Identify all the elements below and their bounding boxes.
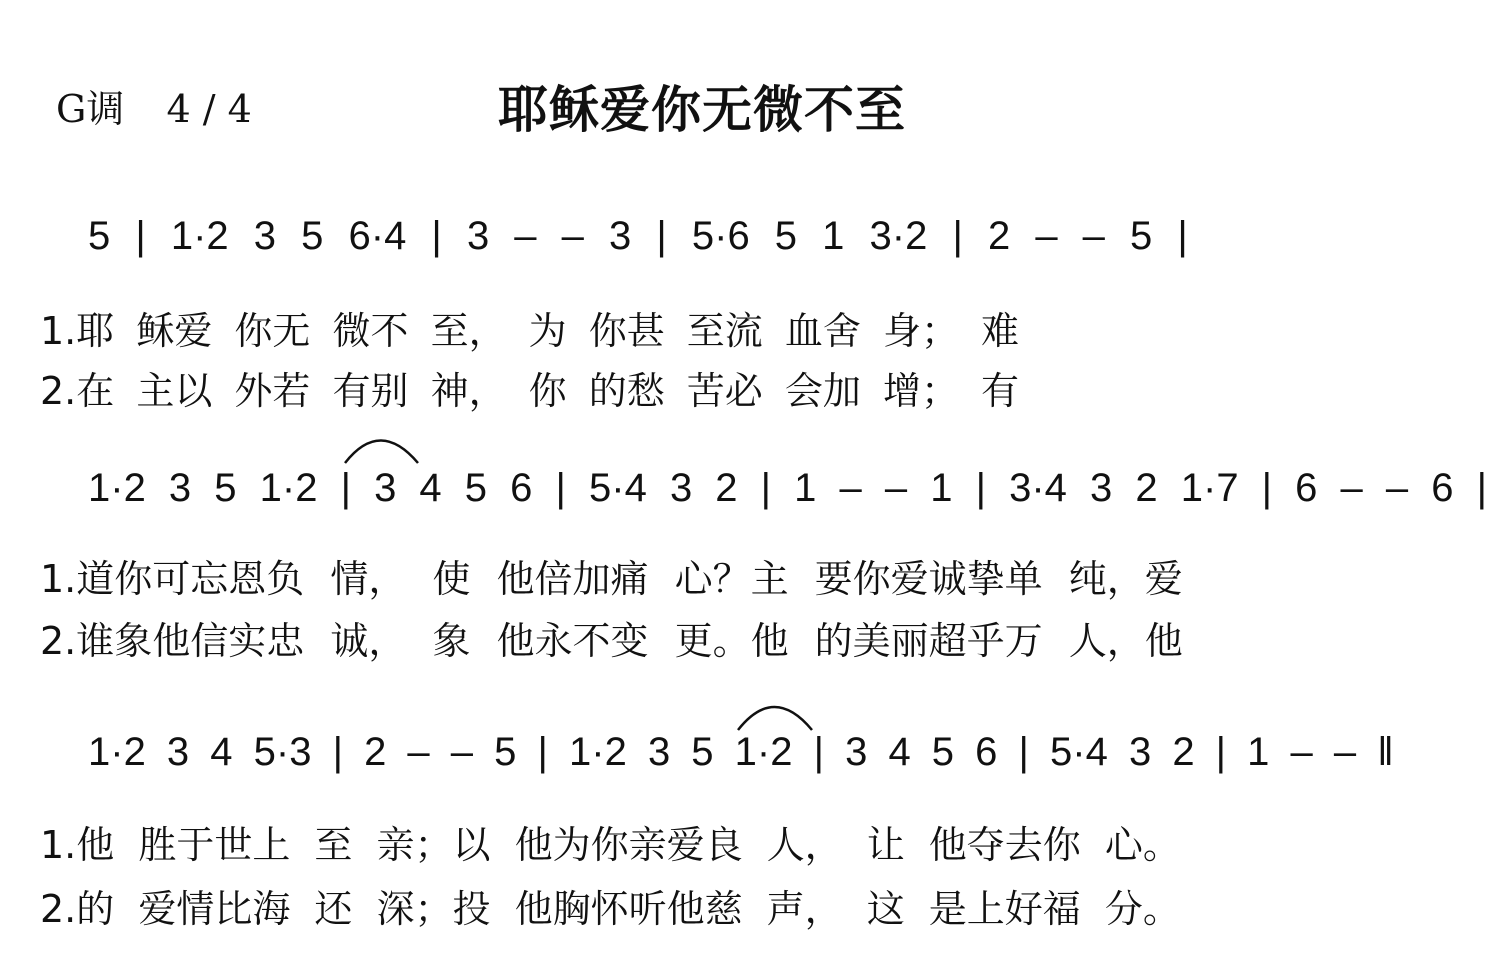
notation-line-2: 1·2 3 5 1·2 | 3 4 5 6 | 5·4 3 2 | 1 – – 1 | 3·4 3 2 1·7 | 6 – – 6 | xyxy=(88,466,1487,510)
notation-line-1: 5 | 1·2 3 5 6·4 | 3 – – 3 | 5·6 5 1 3·2 | 2 – – 5 | xyxy=(88,214,1188,258)
notation-line-3: 1·2 3 4 5·3 | 2 – – 5 | 1·2 3 5 1·2 | 3 4 5 6 | 5·4 3 2 | 1 – – ‖ xyxy=(88,730,1394,774)
lyric-line-2-verse-1: 1.道你可忘恩负 情， 使 他倍加痛 心？主 要你爱诚挚单 纯，爱 xyxy=(40,557,1183,601)
lyric-line-3-verse-1: 1.他 胜于世上 至 亲；以 他为你亲爱良 人， 让 他夺去你 心。 xyxy=(40,823,1181,867)
lyric-line-2-verse-2: 2.谁象他信实忠 诚， 象 他永不变 更。他 的美丽超乎万 人，他 xyxy=(40,619,1183,663)
song-title: 耶稣爱你无微不至 xyxy=(498,81,906,139)
lyric-line-1-verse-1: 1.耶 稣爱 你无 微不 至， 为 你甚 至流 血舍 身； 难 xyxy=(40,309,1020,353)
slur-mark-row-2 xyxy=(345,441,418,464)
slur-mark-row-3 xyxy=(738,707,812,730)
time-signature: 4 / 4 xyxy=(166,87,252,131)
lyric-line-3-verse-2: 2.的 爱情比海 还 深；投 他胸怀听他慈 声， 这 是上好福 分。 xyxy=(40,887,1181,931)
key-label: G调 xyxy=(56,87,125,131)
lyric-line-1-verse-2: 2.在 主以 外若 有别 神， 你 的愁 苦必 会加 增； 有 xyxy=(40,369,1020,413)
